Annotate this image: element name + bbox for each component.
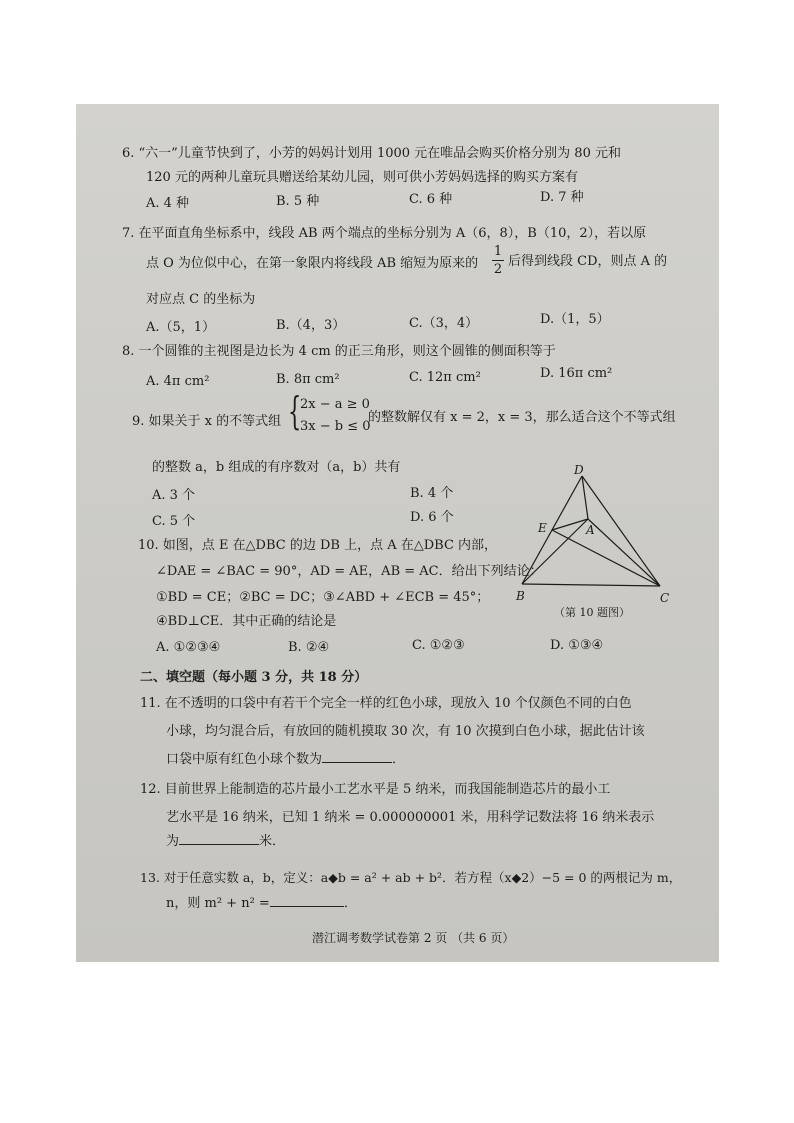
q8-option-d: D. 16π cm² xyxy=(540,366,613,381)
q7-line1: 7. 在平面直角坐标系中，线段 AB 两个端点的坐标分别为 A（6，8），B（10，2），若以原 xyxy=(122,226,647,241)
q7-line3: 对应点 C 的坐标为 xyxy=(146,292,256,307)
figure-caption: （第 10 题图） xyxy=(554,606,630,619)
q11-line3-text: 口袋中原有红色小球个数为 xyxy=(166,752,323,767)
q10-option-d: D. ①③④ xyxy=(550,638,604,653)
q7-option-b: B.（4，3） xyxy=(276,318,346,333)
q6-option-b: B. 5 种 xyxy=(276,194,320,209)
q10-option-b: B. ②④ xyxy=(288,640,330,655)
q8-option-c: C. 12π cm² xyxy=(409,370,481,385)
page-footer: 潜江调考数学试卷第 2 页 （共 6 页） xyxy=(312,931,515,945)
q9-pre: 9. 如果关于 x 的不等式组 xyxy=(132,414,282,429)
q10-line1: 10. 如图，点 E 在△DBC 的边 DB 上，点 A 在△DBC 内部， xyxy=(138,538,498,553)
label-c: C xyxy=(660,591,670,605)
q6-option-a: A. 4 种 xyxy=(146,196,190,211)
label-e: E xyxy=(538,521,547,535)
q10-option-a: A. ①②③④ xyxy=(156,640,221,655)
exam-page xyxy=(76,104,719,962)
q12-line3-end: 米． xyxy=(259,834,286,849)
q7-line2-start: 点 O 为位似中心，在第一象限内将线段 AB 缩短为原来的 xyxy=(146,256,479,271)
q10-line4: ④BD⊥CE．其中正确的结论是 xyxy=(156,614,337,629)
q7-fraction-denominator: 2 xyxy=(493,262,503,277)
q13-line2 xyxy=(166,894,357,912)
q10-figure xyxy=(516,463,676,626)
q6-line1: 6. “六一”儿童节快到了，小芳的妈妈计划用 1000 元在唯品会购买价格分别为 80 元和 xyxy=(122,146,621,161)
label-d: D xyxy=(574,463,584,477)
label-a: A xyxy=(586,523,595,537)
q13-answer-blank[interactable] xyxy=(270,894,344,907)
q11-line1: 11. 在不透明的口袋中有若干个完全一样的红色小球，现放入 10 个仅颜色不同的白色 xyxy=(140,696,632,711)
q9-option-c: C. 5 个 xyxy=(152,514,196,529)
q8-option-b: B. 8π cm² xyxy=(276,372,340,387)
section-title: 二、填空题（每小题 3 分，共 18 分） xyxy=(140,670,368,685)
q6-option-d: D. 7 种 xyxy=(540,190,584,205)
label-b: B xyxy=(516,589,525,603)
q13-line1: 13. 对于任意实数 a，b，定义：a◆b = a² + ab + b²．若方程（x◆2）−5 = 0 的两根记为 m， xyxy=(140,870,682,885)
q9-option-a: A. 3 个 xyxy=(152,488,196,503)
q10-option-c: C. ①②③ xyxy=(412,638,465,653)
q9-option-b: B. 4 个 xyxy=(410,486,454,501)
q10-line2: ∠DAE = ∠BAC = 90°，AD = AE，AB = AC．给出下列结论： xyxy=(156,564,543,579)
q9-inequality-2: 3x − b ≤ 0 xyxy=(300,419,371,434)
q8-option-a: A. 4π cm² xyxy=(146,374,210,389)
q10-line3: ①BD = CE；②BC = DC；③∠ABD + ∠ECB = 45°； xyxy=(156,590,490,605)
q9-option-d: D. 6 个 xyxy=(410,510,454,525)
fraction-bar xyxy=(492,260,504,261)
q11-answer-blank[interactable] xyxy=(322,750,392,763)
system-brace: { xyxy=(288,389,302,433)
q11-end-mark: ． xyxy=(392,752,406,767)
q9-post: 的整数解仅有 x = 2，x = 3，那么适合这个不等式组 xyxy=(368,410,676,425)
q7-option-d: D.（1，5） xyxy=(540,312,610,327)
q7-fraction-numerator: 1 xyxy=(493,244,503,259)
segment-ac xyxy=(588,519,660,586)
q9-line2: 的整数 a，b 组成的有序数对（a，b）共有 xyxy=(152,460,401,475)
q7-option-a: A.（5，1） xyxy=(146,320,216,335)
q6-option-c: C. 6 种 xyxy=(409,192,453,207)
q12-answer-blank[interactable] xyxy=(179,832,259,845)
q11-line2: 小球，均匀混合后，有放回的随机摸取 30 次，有 10 次摸到白色小球，据此估计该 xyxy=(166,724,645,739)
q7-fraction xyxy=(492,244,504,277)
triangle-diagram xyxy=(516,463,676,626)
q9-inequality-1: 2x − a ≥ 0 xyxy=(300,397,370,412)
q12-line3-start: 为 xyxy=(166,834,180,849)
q7-line2-end: 后得到线段 CD，则点 A 的 xyxy=(508,254,668,269)
q6-line2: 120 元的两种儿童玩具赠送给某幼儿园，则可供小芳妈妈选择的购买方案有 xyxy=(146,170,578,185)
q8-line1: 8. 一个圆锥的主视图是边长为 4 cm 的正三角形，则这个圆锥的侧面积等于 xyxy=(122,344,556,359)
q13-end-mark: ． xyxy=(343,896,357,911)
q12-line3 xyxy=(166,832,285,850)
segment-bc xyxy=(522,584,660,586)
q11-line3 xyxy=(166,750,405,768)
q13-line2-text: n，则 m² + n² = xyxy=(166,896,270,911)
q12-line2: 艺水平是 16 纳米，已知 1 纳米 = 0.000000001 米，用科学记数法将 16 纳米表示 xyxy=(166,810,655,825)
q12-line1: 12. 目前世界上能制造的芯片最小工艺水平是 5 纳米，而我国能制造芯片的最小工 xyxy=(140,782,611,797)
q7-option-c: C.（3，4） xyxy=(409,316,479,331)
